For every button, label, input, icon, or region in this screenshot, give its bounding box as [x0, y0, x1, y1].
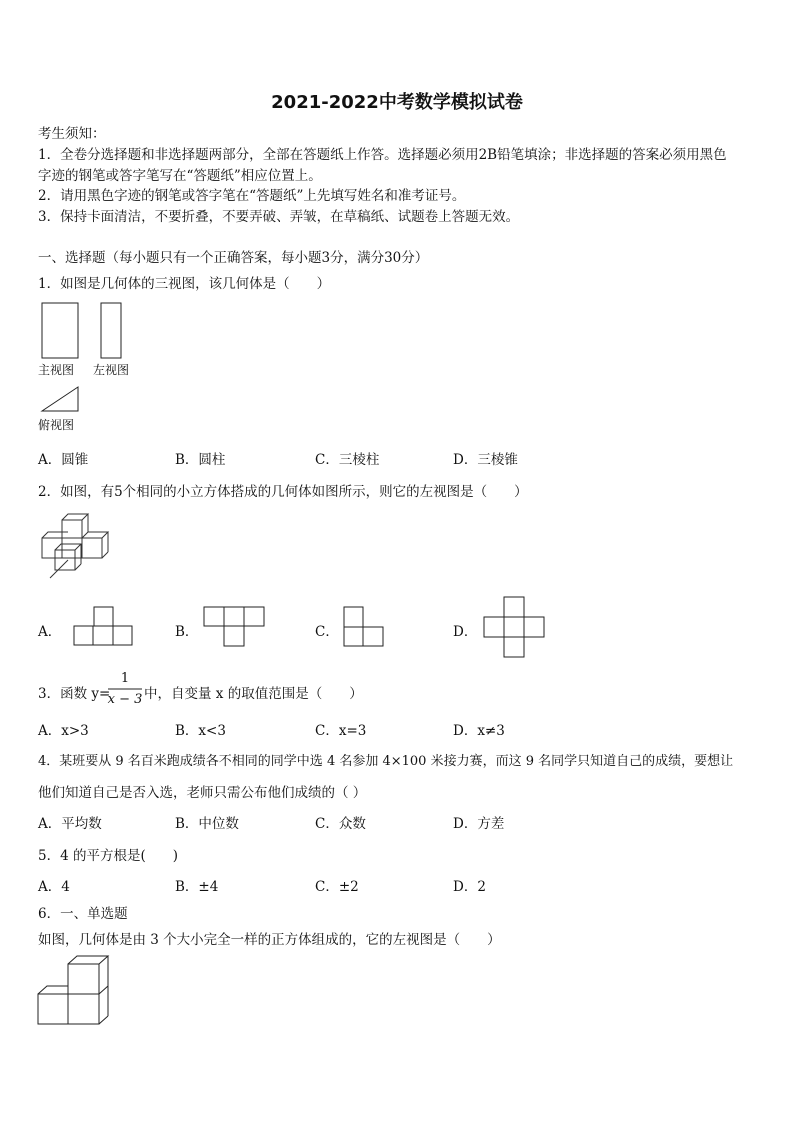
q5-option-d[interactable]: D．2 [453, 879, 486, 895]
q3-option-d[interactable]: D．x≠3 [453, 723, 505, 739]
notice-item-2: 2．请用黑色字迹的钢笔或答字笔在“答题纸”上先填写姓名和准考证号。 [38, 188, 466, 204]
q6-cubes-figure [0, 0, 140, 1040]
q4-option-d[interactable]: D．方差 [453, 816, 505, 832]
q4-text-line2: 他们知道自己是否入选，老师只需公布他们成绩的（ ） [38, 785, 367, 801]
q4-option-c[interactable]: C．众数 [315, 816, 366, 832]
q3-numerator: 1 [120, 671, 130, 686]
q4-option-b[interactable]: B．中位数 [175, 816, 239, 832]
q2-option-b[interactable]: B． [175, 624, 199, 640]
q3-denominator: x − 3 [107, 692, 143, 707]
notice-heading: 考生须知： [38, 126, 106, 142]
q1-option-d[interactable]: D．三棱锥 [453, 452, 518, 468]
q3-prefix: 3．函数 y= [38, 686, 111, 702]
q3-option-c[interactable]: C．x=3 [315, 723, 367, 739]
q3-option-a[interactable]: A．x>3 [38, 723, 89, 739]
q5-option-a[interactable]: A．4 [38, 879, 70, 895]
page-title: 2021-2022中考数学模拟试卷 [271, 92, 523, 113]
q2-option-d[interactable]: D． [453, 624, 478, 640]
q4-option-a[interactable]: A．平均数 [38, 816, 102, 832]
q1-text: 1．如图是几何体的三视图，该几何体是（ ） [38, 276, 331, 292]
q5-text: 5．4 的平方根是( ) [38, 848, 179, 864]
q2-text: 2．如图，有5个相同的小立方体搭成的几何体如图所示，则它的左视图是（ ） [38, 484, 528, 500]
q2-option-a[interactable]: A． [38, 624, 62, 640]
q4-text-line1: 4．某班要从 9 名百米跑成绩各不相同的同学中选 4 名参加 4×100 米接力赛，而这 9 名同学只知道自己的成绩，要想让 [38, 754, 734, 769]
q3-option-b[interactable]: B．x<3 [175, 723, 226, 739]
q3-suffix: 中，自变量 x 的取值范围是（ ） [144, 686, 363, 702]
notice-item-1-cont: 字迹的钢笔或答字笔写在“答题纸”相应位置上。 [38, 168, 322, 184]
q1-option-c[interactable]: C．三棱柱 [315, 452, 380, 468]
notice-item-3: 3．保持卡面清洁，不要折叠，不要弄破、弄皱，在草稿纸、试题卷上答题无效。 [38, 209, 520, 225]
notice-item-1: 1．全卷分选择题和非选择题两部分，全部在答题纸上作答。选择题必须用2B铅笔填涂；非选择题的答案必须用黑色 [38, 147, 727, 163]
q2-option-c[interactable]: C． [315, 624, 339, 640]
q6-text: 如图，几何体是由 3 个大小完全一样的正方体组成的，它的左视图是（ ） [38, 932, 501, 948]
q1-option-a[interactable]: A．圆锥 [38, 452, 89, 468]
q5-option-b[interactable]: B．±4 [175, 879, 219, 895]
left-view-label: 左视图 [93, 363, 130, 377]
section-heading: 一、选择题（每小题只有一个正确答案，每小题3分，满分30分） [38, 250, 429, 266]
q5-option-c[interactable]: C．±2 [315, 879, 359, 895]
q1-option-b[interactable]: B．圆柱 [175, 452, 226, 468]
q6-header: 6．一、单选题 [38, 906, 128, 922]
top-view-label: 俯视图 [38, 418, 75, 432]
front-view-label: 主视图 [38, 363, 75, 377]
